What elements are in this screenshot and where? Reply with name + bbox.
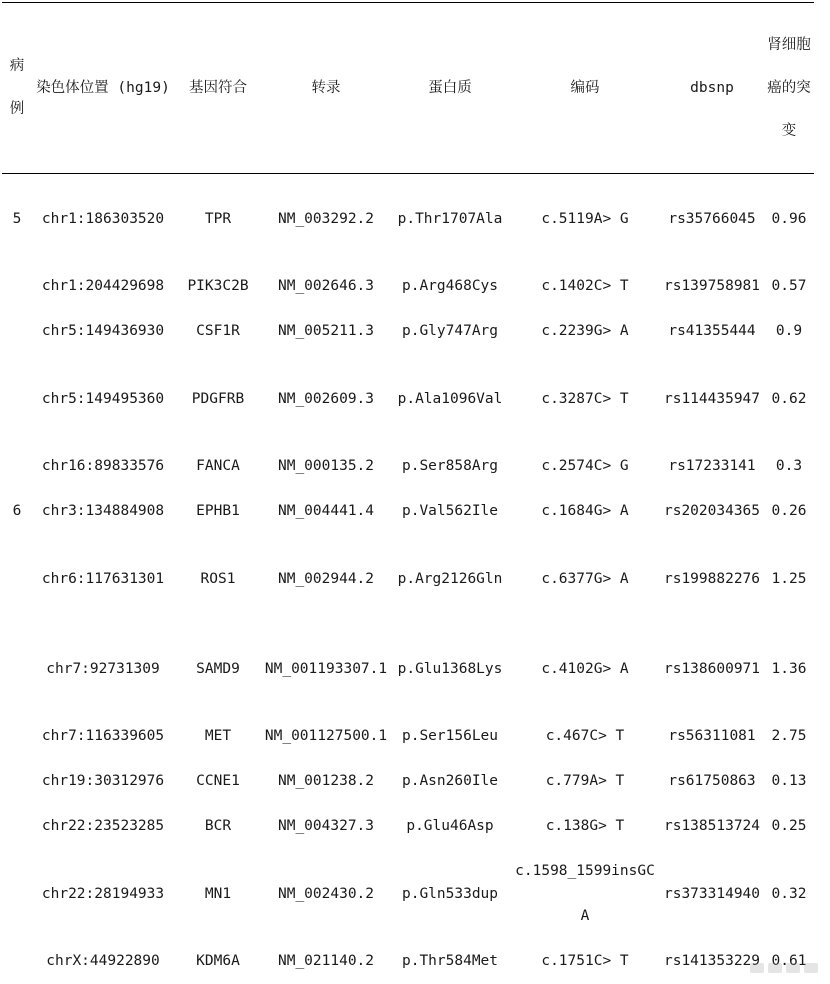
cell-position: chrX:44922890 [32, 939, 174, 984]
cell-gene: SAMD9 [174, 624, 262, 714]
table-row [2, 714, 814, 759]
cell-case [2, 264, 32, 309]
cell-position: chr7:116339605 [32, 714, 174, 759]
cell-position: chr22:28194933 [32, 849, 174, 939]
cell-position: chr1:204429698 [32, 264, 174, 309]
cell-dbsnp: rs138600971 [660, 624, 764, 714]
header-row [2, 3, 814, 174]
cell-coding: c.5119A> G [510, 174, 660, 265]
table-row [2, 939, 814, 984]
cell-value: 0.9 [764, 309, 814, 354]
table-row [2, 309, 814, 354]
cell-value: 1.25 [764, 534, 814, 624]
cell-gene: FANCA [174, 444, 262, 489]
cell-case [2, 804, 32, 849]
cell-gene: CCNE1 [174, 759, 262, 804]
cell-dbsnp: rs141353229 [660, 939, 764, 984]
cell-dbsnp: rs138513724 [660, 804, 764, 849]
table-row [2, 174, 814, 265]
cell-dbsnp: rs61750863 [660, 759, 764, 804]
cell-gene: TPR [174, 174, 262, 265]
cell-protein: p.Asn260Ile [390, 759, 510, 804]
cell-dbsnp: rs373314940 [660, 849, 764, 939]
header-protein: 蛋白质 [390, 3, 510, 174]
cell-gene: ROS1 [174, 534, 262, 624]
cell-transcript: NM_001193307.1 [262, 624, 390, 714]
cell-position: chr22:23523285 [32, 804, 174, 849]
cell-position: chr5:149436930 [32, 309, 174, 354]
watermark-logo [750, 961, 820, 975]
cell-value: 0.62 [764, 354, 814, 444]
cell-position: chr7:92731309 [32, 624, 174, 714]
cell-gene: KDM6A [174, 939, 262, 984]
cell-gene: BCR [174, 804, 262, 849]
cell-transcript: NM_005211.3 [262, 309, 390, 354]
table-row [2, 444, 814, 489]
table-row [2, 534, 814, 624]
cell-case [2, 939, 32, 984]
cell-protein: p.Glu46Asp [390, 804, 510, 849]
cell-case [2, 444, 32, 489]
cell-protein: p.Val562Ile [390, 489, 510, 534]
cell-position: chr3:134884908 [32, 489, 174, 534]
cell-transcript: NM_001238.2 [262, 759, 390, 804]
cell-value: 0.32 [764, 849, 814, 939]
cell-transcript: NM_002944.2 [262, 534, 390, 624]
cell-gene: MET [174, 714, 262, 759]
cell-coding: c.779A> T [510, 759, 660, 804]
table-row [2, 624, 814, 714]
cell-position: chr16:89833576 [32, 444, 174, 489]
mutation-table [2, 2, 814, 984]
cell-protein: p.Gln533dup [390, 849, 510, 939]
cell-transcript: NM_021140.2 [262, 939, 390, 984]
cell-coding: c.4102G> A [510, 624, 660, 714]
cell-dbsnp: rs41355444 [660, 309, 764, 354]
cell-transcript: NM_004327.3 [262, 804, 390, 849]
cell-case [2, 759, 32, 804]
cell-gene: PIK3C2B [174, 264, 262, 309]
cell-gene: PDGFRB [174, 354, 262, 444]
cell-value: 0.57 [764, 264, 814, 309]
table-body [2, 174, 814, 984]
cell-protein: p.Ser858Arg [390, 444, 510, 489]
cell-protein: p.Thr1707Ala [390, 174, 510, 265]
cell-gene: CSF1R [174, 309, 262, 354]
table-row [2, 849, 814, 939]
cell-value: 0.26 [764, 489, 814, 534]
cell-protein: p.Glu1368Lys [390, 624, 510, 714]
cell-dbsnp: rs56311081 [660, 714, 764, 759]
cell-coding: c.6377G> A [510, 534, 660, 624]
cell-transcript: NM_002646.3 [262, 264, 390, 309]
cell-value: 0.25 [764, 804, 814, 849]
cell-position: chr6:117631301 [32, 534, 174, 624]
cell-gene: MN1 [174, 849, 262, 939]
table-row [2, 264, 814, 309]
cell-protein: p.Arg468Cys [390, 264, 510, 309]
header-chromosome-position: 染色体位置 (hg19) [32, 3, 174, 174]
cell-transcript: NM_002430.2 [262, 849, 390, 939]
cell-transcript: NM_004441.4 [262, 489, 390, 534]
cell-coding: c.467C> T [510, 714, 660, 759]
cell-protein: p.Gly747Arg [390, 309, 510, 354]
cell-coding: c.1751C> T [510, 939, 660, 984]
cell-coding: c.138G> T [510, 804, 660, 849]
table-row [2, 759, 814, 804]
cell-case [2, 624, 32, 714]
cell-value: 1.36 [764, 624, 814, 714]
cell-case: 5 [2, 174, 32, 265]
cell-coding: c.1598_1599insGCA [510, 849, 660, 939]
header-case: 病例 [2, 3, 32, 174]
cell-coding: c.3287C> T [510, 354, 660, 444]
cell-coding: c.2574C> G [510, 444, 660, 489]
cell-coding: c.1684G> A [510, 489, 660, 534]
cell-case [2, 354, 32, 444]
cell-coding: c.2239G> A [510, 309, 660, 354]
cell-dbsnp: rs139758981 [660, 264, 764, 309]
cell-transcript: NM_003292.2 [262, 174, 390, 265]
cell-case [2, 849, 32, 939]
cell-dbsnp: rs199882276 [660, 534, 764, 624]
cell-gene: EPHB1 [174, 489, 262, 534]
cell-position: chr1:186303520 [32, 174, 174, 265]
cell-value: 0.61 [764, 939, 814, 984]
cell-protein: p.Arg2126Gln [390, 534, 510, 624]
cell-transcript: NM_001127500.1 [262, 714, 390, 759]
cell-protein: p.Thr584Met [390, 939, 510, 984]
cell-dbsnp: rs114435947 [660, 354, 764, 444]
table-row [2, 489, 814, 534]
cell-transcript: NM_002609.3 [262, 354, 390, 444]
cell-case [2, 309, 32, 354]
cell-dbsnp: rs17233141 [660, 444, 764, 489]
cell-position: chr5:149495360 [32, 354, 174, 444]
header-gene-symbol: 基因符合 [174, 3, 262, 174]
header-rcc-mutation: 肾细胞癌的突变 [764, 3, 814, 174]
cell-position: chr19:30312976 [32, 759, 174, 804]
header-transcript: 转录 [262, 3, 390, 174]
header-dbsnp: dbsnp [660, 3, 764, 174]
header-coding: 编码 [510, 3, 660, 174]
table-row [2, 354, 814, 444]
cell-protein: p.Ala1096Val [390, 354, 510, 444]
cell-dbsnp: rs35766045 [660, 174, 764, 265]
cell-coding: c.1402C> T [510, 264, 660, 309]
cell-case [2, 714, 32, 759]
cell-case [2, 534, 32, 624]
cell-value: 0.13 [764, 759, 814, 804]
cell-value: 0.96 [764, 174, 814, 265]
table-row [2, 804, 814, 849]
cell-case: 6 [2, 489, 32, 534]
cell-dbsnp: rs202034365 [660, 489, 764, 534]
table-header [2, 3, 814, 174]
cell-value: 2.75 [764, 714, 814, 759]
cell-value: 0.3 [764, 444, 814, 489]
cell-protein: p.Ser156Leu [390, 714, 510, 759]
cell-transcript: NM_000135.2 [262, 444, 390, 489]
